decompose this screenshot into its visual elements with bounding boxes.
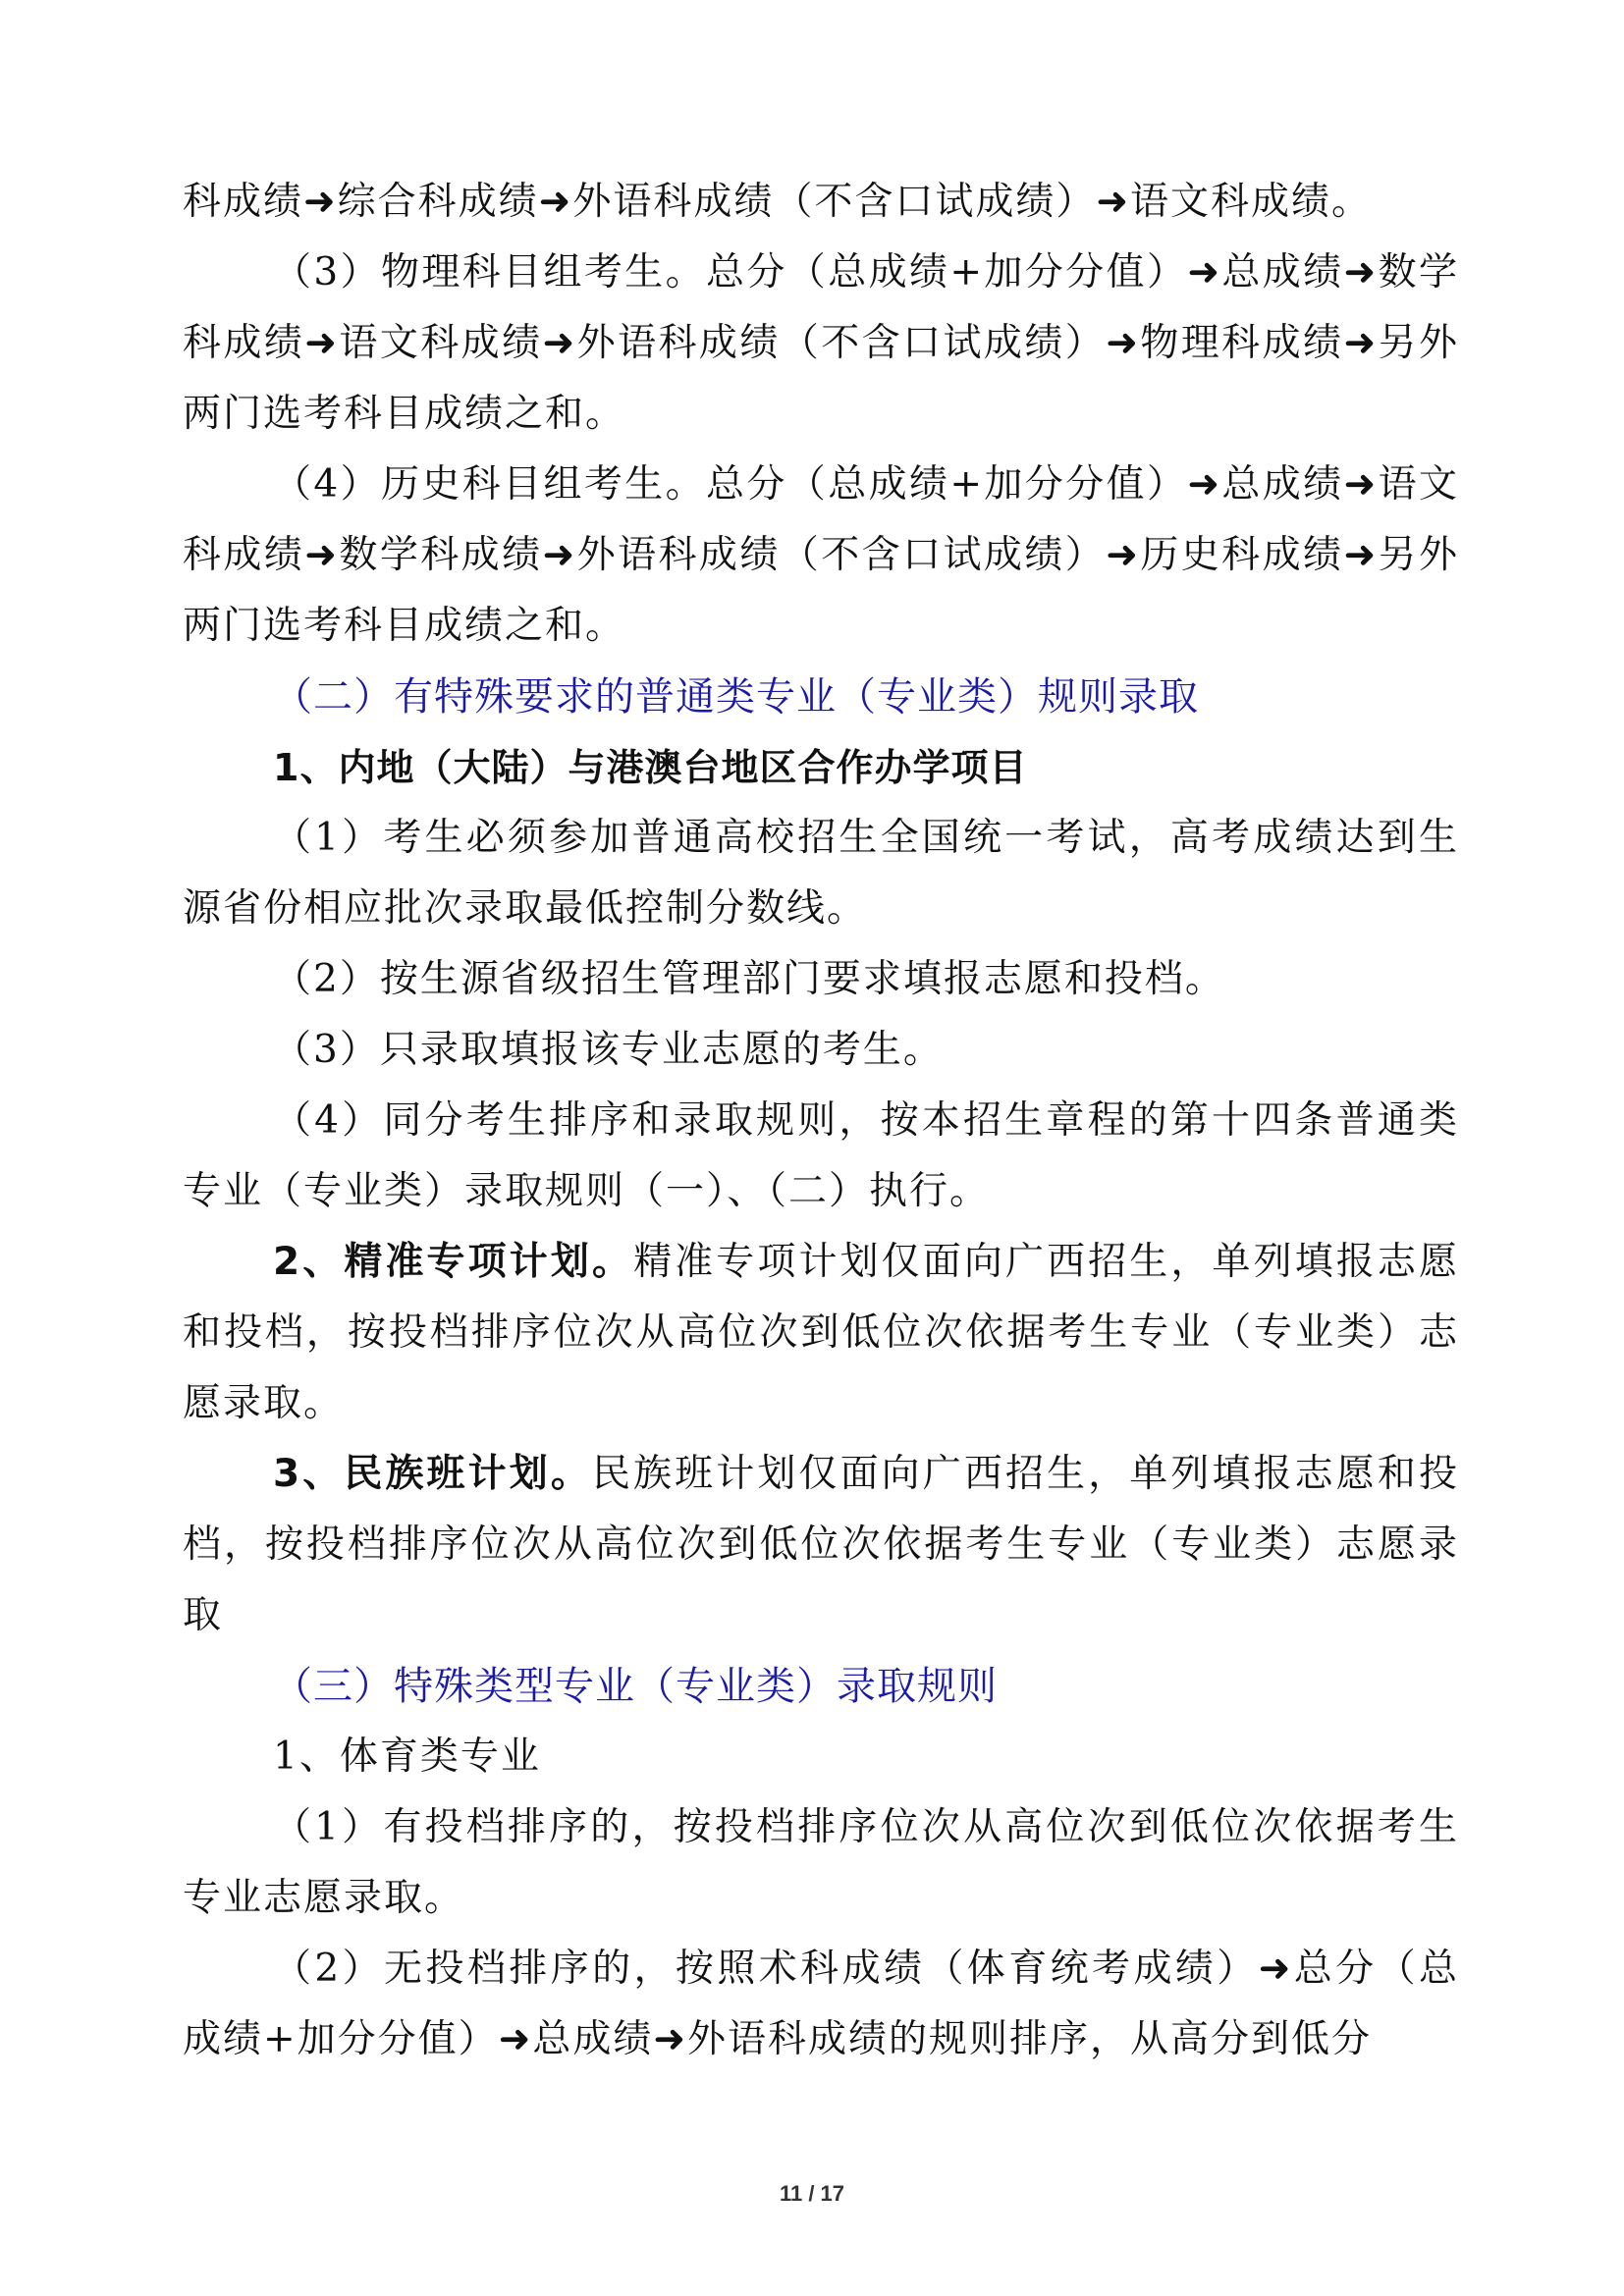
ethnic-class-text: 民族班计划仅面向广西招生，单列填报志愿和投档，按投档排序位次从高位次到低位次依据考生专业（专业类）志愿录取 <box>183 1452 1459 1637</box>
paragraph-continuation: 科成绩➜综合科成绩➜外语科成绩（不含口试成绩）➜语文科成绩。 <box>183 180 1373 224</box>
paragraph-sports-rule-2: （2）无投档排序的，按照术科成绩（体育统考成绩）➜总分（总成绩+加分分值）➜总成绩➜外语科成绩的规则排序，从高分到低分 <box>183 1947 1459 2061</box>
paragraph-rule-3: （3）只录取填报该专业志愿的考生。 <box>273 1028 944 1072</box>
ethnic-class-lead: 3、民族班计划。 <box>273 1452 592 1496</box>
paragraph-rule-2: （2）按生源省级招生管理部门要求填报志愿和投档。 <box>273 957 1225 1001</box>
precision-plan-lead: 2、精准专项计划。 <box>273 1240 634 1284</box>
paragraph-rule-4: （4）同分考生排序和录取规则，按本招生章程的第十四条普通类专业（专业类）录取规则（一）、（二）执行。 <box>183 1098 1459 1213</box>
paragraph-sports-heading: 1、体育类专业 <box>273 1735 541 1779</box>
section-heading-special-types: （三）特殊类型专业（专业类）录取规则 <box>273 1664 998 1709</box>
paragraph-ethnic-class-plan <box>183 1439 1459 1651</box>
subheading-cooperative-programs: 1、内地（大陆）与港澳台地区合作办学项目 <box>273 746 1028 789</box>
paragraph-sports-rule-1: （1）有投档排序的，按投档排序位次从高位次到低位次依据考生专业志愿录取。 <box>183 1805 1459 1920</box>
document-body <box>183 167 1459 2075</box>
precision-plan-text: 精准专项计划仅面向广西招生，单列填报志愿和投档，按投档排序位次从高位次到低位次依据考生专业（专业类）志愿录取。 <box>183 1240 1459 1425</box>
paragraph-rule-1: （1）考生必须参加普通高校招生全国统一考试，高考成绩达到生源省份相应批次录取最低控制分数线。 <box>183 816 1459 931</box>
page-number: 11 / 17 <box>779 2181 845 2206</box>
paragraph-precision-plan <box>183 1227 1459 1439</box>
paragraph-history-group: （4）历史科目组考生。总分（总成绩+加分分值）➜总成绩➜语文科成绩➜数学科成绩➜外语科成绩（不含口试成绩）➜历史科成绩➜另外两门选考科目成绩之和。 <box>183 462 1459 648</box>
paragraph-physics-group: （3）物理科目组考生。总分（总成绩+加分分值）➜总成绩➜数学科成绩➜语文科成绩➜外语科成绩（不含口试成绩）➜物理科成绩➜另外两门选考科目成绩之和。 <box>183 250 1459 436</box>
section-heading-special-requirements: （二）有特殊要求的普通类专业（专业类）规则录取 <box>273 674 1199 720</box>
